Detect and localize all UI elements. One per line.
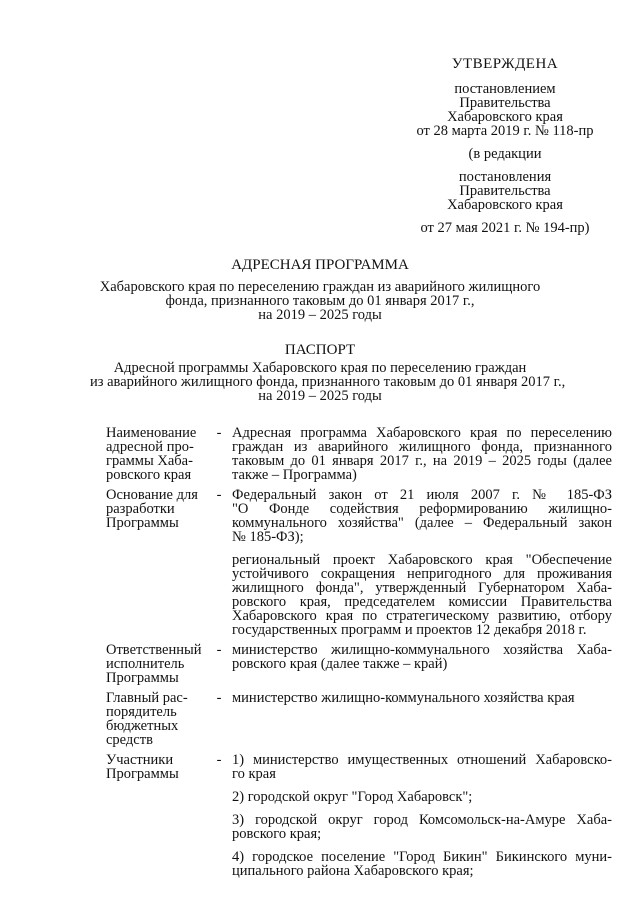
row-value-line: таковым до 01 января 2017 г., на 2019 – 2025 годы (далее [232, 453, 612, 469]
row-value [232, 488, 612, 637]
row-value-line: Федеральный закон от 21 июля 2007 г. № 185-ФЗ [232, 487, 612, 503]
row-label-line: Участники [106, 752, 174, 768]
row-value-line: ровского края; [232, 826, 322, 842]
program-title: АДРЕСНАЯ ПРОГРАММА [231, 257, 409, 273]
row-value-line: Хабаровского края по стратегическому развитию, отбору [232, 608, 612, 624]
row-label-line: средств [106, 732, 153, 748]
row-value-line: министерство жилищно-коммунального хозяйства края [232, 690, 575, 706]
row-label-line: порядитель [106, 704, 177, 720]
program-subtitle-line: фонда, признанного таковым до 01 января 2017 г., [165, 293, 475, 309]
row-dash: - [216, 487, 222, 503]
row-value-line: "О Фонде содействия реформированию жилищно- [232, 501, 612, 517]
row-label-line: граммы Хаба- [106, 453, 193, 469]
row-paragraph [232, 691, 612, 705]
row-label-line: Программы [106, 766, 179, 782]
row-label-line: Главный рас- [106, 690, 188, 706]
edition-line: (в редакции [468, 146, 542, 162]
row-label [106, 643, 206, 685]
row-label-line: бюджетных [106, 718, 179, 734]
row-value-line: ровского края, председателем комиссии Правительства [232, 594, 612, 610]
row-dash: - [216, 752, 222, 768]
row-value-line: 1) министерство имущественных отношений Хабаровско- [232, 752, 612, 768]
edition-date: от 27 мая 2021 г. № 194-пр) [420, 220, 590, 236]
passport-table [106, 426, 612, 884]
row-paragraph [232, 753, 612, 781]
row-value-line: 4) городское поселение "Город Бикин" Бикинского муни- [232, 849, 612, 865]
passport-row [106, 643, 612, 685]
row-value-line: региональный проект Хабаровского края "Обеспечение [232, 552, 612, 568]
row-value-line: министерство жилищно-коммунального хозяйства Хаба- [232, 642, 612, 658]
passport-subtitle-line: на 2019 – 2025 годы [258, 388, 382, 404]
row-value-line: 3) городской округ город Комсомольск-на-Амуре Хаба- [232, 812, 612, 828]
row-label [106, 753, 206, 878]
row-value-line: 2) городской округ "Город Хабаровск"; [232, 789, 473, 805]
row-paragraph [232, 488, 612, 544]
row-label [106, 691, 206, 747]
edition-line: постановления [458, 169, 552, 185]
passport-subtitle-line: из аварийного жилищного фонда, признанного таковым до 01 января 2017 г., [90, 374, 566, 390]
row-value-line: государственных программ и проектов 12 декабря 2018 г. [232, 622, 587, 638]
row-label-line: адресной про- [106, 439, 194, 455]
program-subtitle-line: на 2019 – 2025 годы [258, 307, 382, 323]
row-dash: - [216, 642, 222, 658]
approval-line: постановлением [454, 81, 556, 97]
passport-row [106, 753, 612, 878]
passport-row [106, 488, 612, 637]
row-label-line: ровского края [106, 467, 192, 483]
row-value-line: го края [232, 766, 276, 782]
row-label-line: Программы [106, 515, 179, 531]
program-subtitle-line: Хабаровского края по переселению граждан из аварийного жилищного [99, 279, 541, 295]
row-value-line: также – Программа) [232, 467, 357, 483]
edition-line: Хабаровского края [447, 197, 563, 213]
row-value-line: жилищного фонда", утвержденный Губернатором Хаба- [232, 580, 612, 596]
row-paragraph [232, 643, 612, 671]
edition-line: Правительства [459, 183, 551, 199]
approval-line: Правительства [459, 95, 551, 111]
row-label-line: разработки [106, 501, 175, 517]
row-value [232, 753, 612, 878]
row-value [232, 691, 612, 747]
approval-line: Хабаровского края [447, 109, 563, 125]
passport-row [106, 691, 612, 747]
row-value-line: устойчивого сокращения непригодного для проживания [232, 566, 612, 582]
row-label-line: Программы [106, 670, 179, 686]
program-subtitle [90, 280, 550, 322]
row-value [232, 426, 612, 482]
approval-date: от 28 марта 2019 г. № 118-пр [416, 123, 594, 139]
row-paragraph [232, 850, 612, 878]
row-value-line: ровского края (далее также – край) [232, 656, 448, 672]
row-label-line: исполнитель [106, 656, 185, 672]
row-value-line: коммунального хозяйства" (далее – Федеральный закон [232, 515, 612, 531]
row-paragraph [232, 813, 612, 841]
row-paragraph [232, 426, 612, 482]
row-label-line: Наименование [106, 425, 197, 441]
row-value-line: Адресная программа Хабаровского края по переселению [232, 425, 612, 441]
row-label-line: Ответственный [106, 642, 202, 658]
approval-title: УТВЕРЖДЕНА [451, 56, 559, 72]
passport-subtitle-line: Адресной программы Хабаровского края по переселению граждан [113, 360, 527, 376]
row-label [106, 426, 206, 482]
row-value-line: граждан из аварийного жилищного фонда, признанного [232, 439, 612, 455]
row-label [106, 488, 206, 637]
row-paragraph [232, 553, 612, 637]
row-dash: - [216, 425, 222, 441]
passport-row [106, 426, 612, 482]
row-value [232, 643, 612, 685]
row-label-line: Основание для [106, 487, 198, 503]
passport-title: ПАСПОРТ [284, 342, 356, 358]
approval-block [400, 57, 610, 235]
row-dash: - [216, 690, 222, 706]
row-paragraph [232, 790, 612, 804]
passport-subtitle [90, 360, 566, 404]
row-value-line: ципального района Хабаровского края; [232, 863, 474, 879]
row-value-line: № 185-ФЗ); [232, 529, 304, 545]
